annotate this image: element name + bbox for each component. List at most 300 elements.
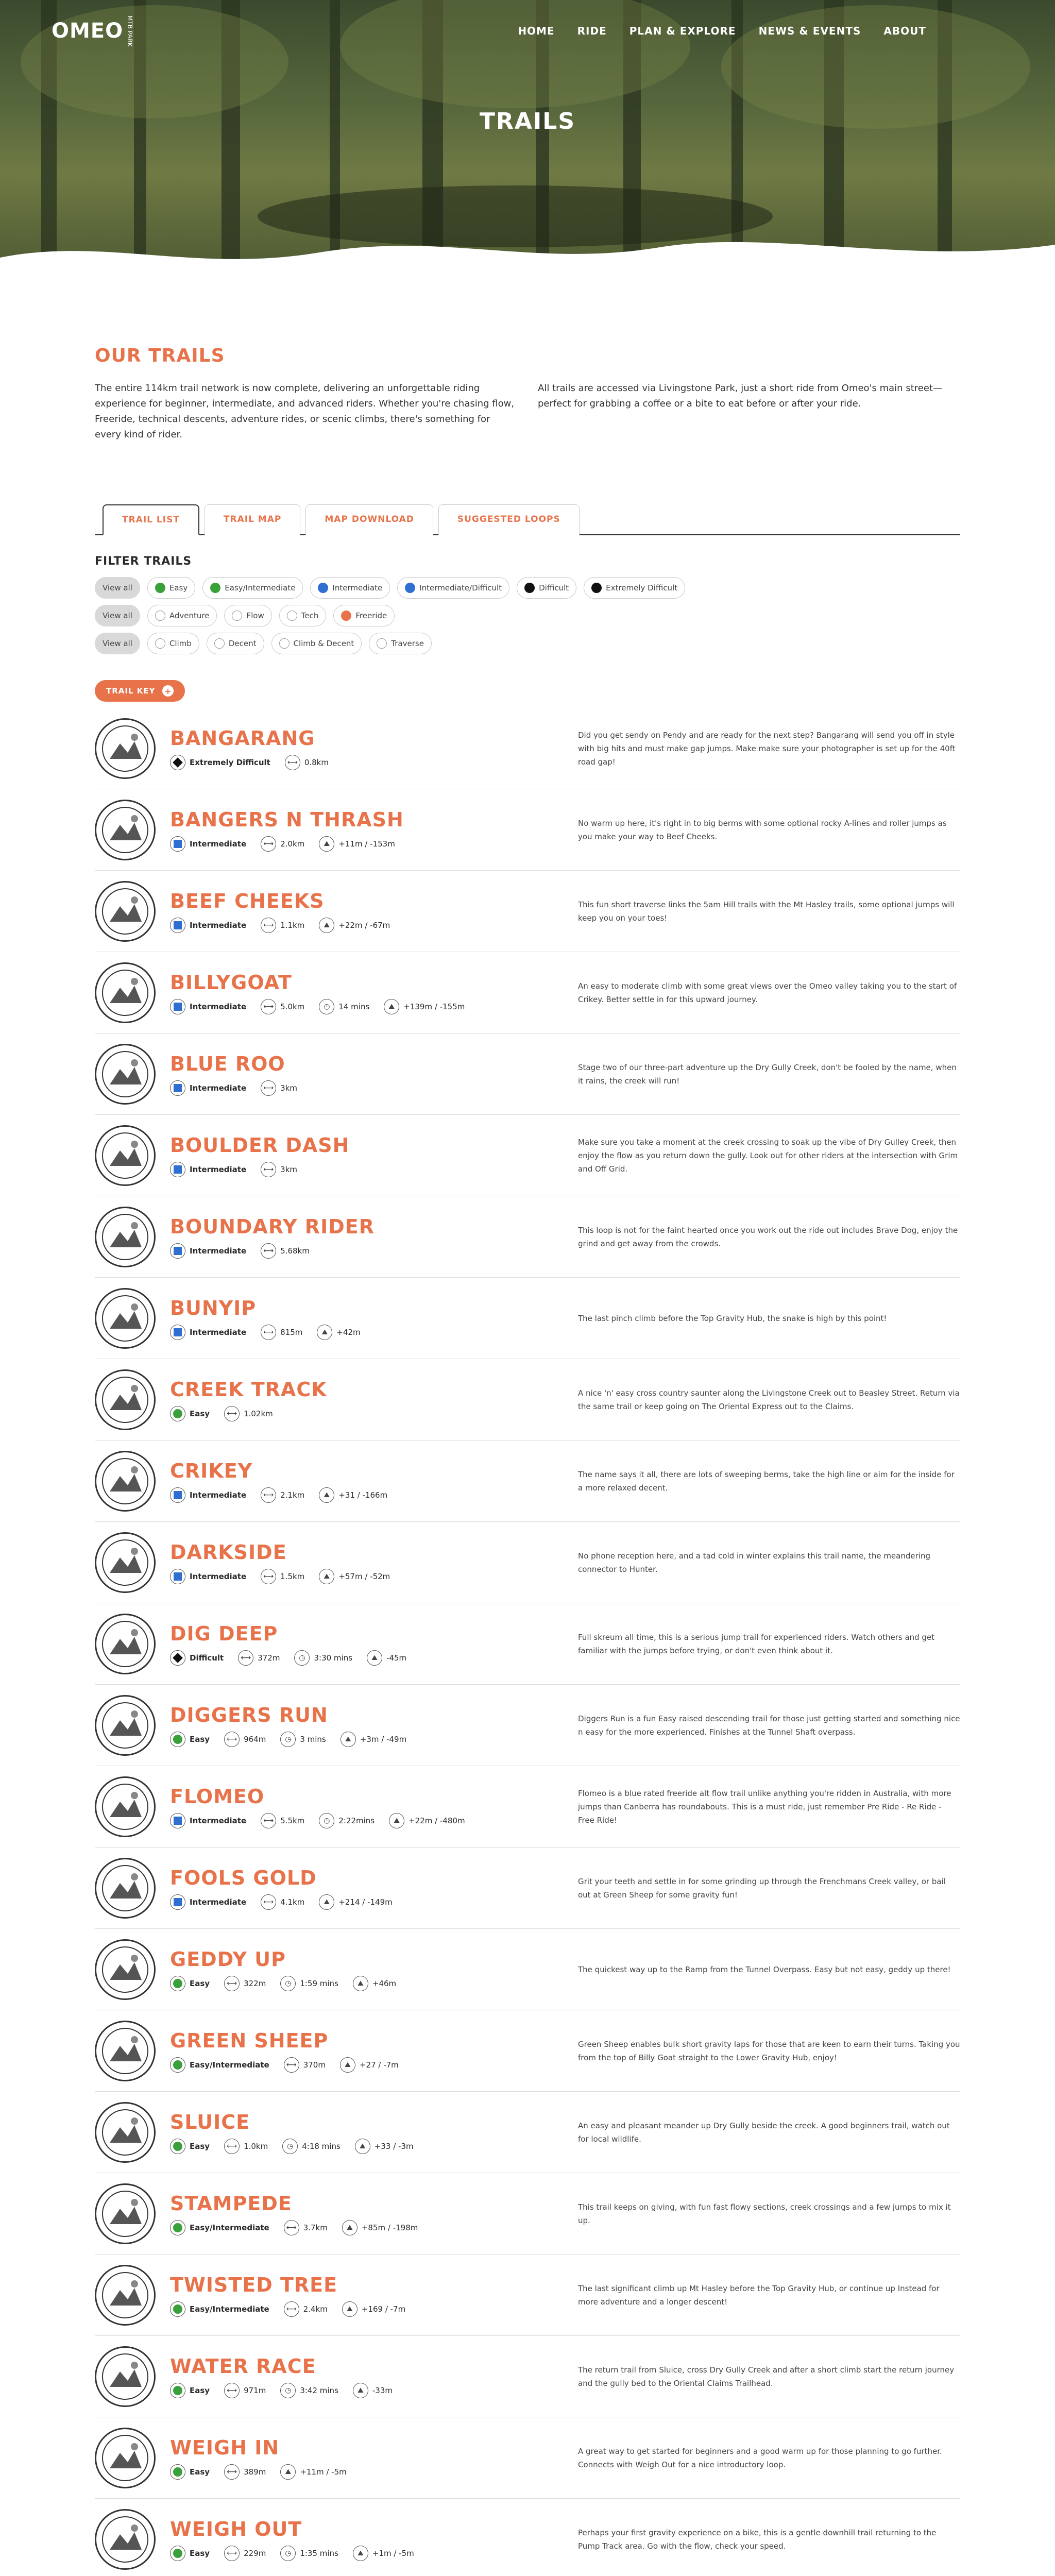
trail-meta — [170, 2546, 557, 2561]
trail-row-water-race[interactable] — [95, 2336, 960, 2417]
trail-meta — [170, 2301, 557, 2317]
trail-row-bangers-n-thrash[interactable] — [95, 789, 960, 871]
diamond-grade-icon — [170, 1650, 185, 1666]
filter-chip-easy[interactable]: Easy — [147, 577, 195, 599]
trail-time: ◷ 3:30 mins — [294, 1650, 352, 1666]
square-grade-icon — [170, 1243, 185, 1259]
diamond-grade-icon — [170, 755, 185, 770]
trail-name[interactable]: GEDDY UP — [170, 1947, 286, 1971]
trail-length: ⟷ 1.5km — [261, 1569, 304, 1584]
square-grade-icon — [170, 1813, 185, 1828]
trail-grade: Intermediate — [170, 1325, 246, 1340]
nav-link-home[interactable]: HOME — [518, 25, 555, 37]
trail-row-weigh-out[interactable] — [95, 2499, 960, 2576]
ruler-icon: ⟷ — [224, 2464, 240, 2480]
circle-grade-icon — [170, 2301, 185, 2317]
circle-grade-icon — [170, 2383, 185, 2398]
trail-meta — [170, 2383, 557, 2398]
trail-row-boulder-dash[interactable] — [95, 1115, 960, 1196]
ruler-icon: ⟷ — [284, 2220, 299, 2235]
filter-chip-intermediate[interactable]: Intermediate — [310, 577, 390, 599]
trail-elev: ⛰ +11m / -5m — [280, 2464, 346, 2480]
elevation-icon: ⛰ — [319, 1894, 334, 1910]
sluice-trail-badge-icon — [95, 2102, 156, 2163]
elevation-icon: ⛰ — [353, 1976, 368, 1991]
trail-description: This fun short traverse links the 5am Hill trails with the Mt Hasley trails, some optional jumps will keep you on your toes! — [578, 900, 955, 923]
trail-row-darkside[interactable] — [95, 1522, 960, 1603]
trail-elev: ⛰ -33m — [353, 2383, 393, 2398]
trail-info — [156, 2029, 557, 2073]
trail-name[interactable]: DARKSIDE — [170, 1540, 287, 1564]
trail-key-label: TRAIL KEY — [106, 686, 156, 696]
ruler-icon: ⟷ — [238, 1650, 253, 1666]
trail-grade: Easy — [170, 1406, 210, 1421]
trail-row-sluice[interactable] — [95, 2092, 960, 2173]
trail-name[interactable]: STAMPEDE — [170, 2192, 292, 2215]
hero-wave-divider — [0, 216, 1055, 289]
trail-length: ⟷ 229m — [224, 2546, 266, 2561]
square-grade-icon — [170, 1162, 185, 1177]
elevation-icon: ⛰ — [319, 1487, 334, 1503]
nav-link-ride[interactable]: RIDE — [577, 25, 607, 37]
square-grade-icon — [170, 1325, 185, 1340]
filter-chip-view-all[interactable]: View all — [95, 633, 140, 654]
crikey-trail-badge-icon — [95, 1451, 156, 1512]
trail-grade: Intermediate — [170, 1894, 246, 1910]
trail-length: ⟷ 5.0km — [261, 999, 304, 1014]
trail-description: Make sure you take a moment at the creek crossing to soak up the vibe of Dry Gulley Creek, then enjoy the flow as you return down the gully. Look out for other riders at the intersection with Grim and Off Grid. — [578, 1137, 958, 1174]
trail-info — [156, 1297, 557, 1340]
trail-grade: Easy/Intermediate — [170, 2057, 269, 2073]
trail-name[interactable]: DIGGERS RUN — [170, 1703, 328, 1726]
trail-meta — [170, 1080, 557, 1096]
trail-elev: ⛰ +46m — [353, 1976, 396, 1991]
trail-length: ⟷ 971m — [224, 2383, 266, 2398]
trail-description: The last significant climb up Mt Hasley before the Top Gravity Hub, or continue up Instead for more adventure and a longer descent! — [578, 2283, 940, 2307]
trail-grade: Difficult — [170, 1650, 224, 1666]
elevation-icon: ⛰ — [389, 1813, 404, 1828]
creek-track-trail-badge-icon — [95, 1369, 156, 1430]
fools-gold-trail-badge-icon — [95, 1858, 156, 1919]
trail-description: A great way to get started for beginners and a good warm up for those planning to go further. Connects with Weigh Out for a nice introductory loop. — [578, 2446, 942, 2469]
trail-name[interactable]: WEIGH IN — [170, 2436, 280, 2459]
trail-length: ⟷ 322m — [224, 1976, 266, 1991]
trail-grade: Intermediate — [170, 918, 246, 933]
square-grade-icon — [170, 836, 185, 852]
darkside-trail-badge-icon — [95, 1532, 156, 1593]
filter-chip-intermediate-difficult[interactable]: Intermediate/Difficult — [397, 577, 509, 599]
trail-row-bangarang[interactable] — [95, 708, 960, 789]
filter-chip-climb[interactable]: Climb — [147, 633, 199, 654]
trail-length: ⟷ 389m — [224, 2464, 266, 2480]
ruler-icon: ⟷ — [224, 1976, 240, 1991]
trail-meta — [170, 1650, 557, 1666]
clock-icon: ◷ — [319, 999, 334, 1014]
trail-description: The name says it all, there are lots of sweeping berms, take the high line or aim for the inside for a more relaxed decent. — [578, 1469, 955, 1493]
ruler-icon: ⟷ — [261, 999, 276, 1014]
filter-chip-extremely-difficult[interactable]: Extremely Difficult — [584, 577, 685, 599]
trail-time: ◷ 3:42 mins — [280, 2383, 338, 2398]
water-race-trail-badge-icon — [95, 2346, 156, 2407]
filter-icon-climb-decent — [279, 638, 290, 649]
filter-row-direction — [95, 633, 960, 654]
trail-row-boundary-rider[interactable] — [95, 1196, 960, 1278]
trail-description: Green Sheep enables bulk short gravity laps for those that are keen to earn their turns. Taking you from the top of Billy Goat straight to the Lower Gravity Hub, enjoy! — [578, 2039, 960, 2062]
filter-chip-view-all[interactable]: View all — [95, 577, 140, 599]
trail-name[interactable]: BEEF CHEEKS — [170, 889, 325, 912]
trail-row-beef-cheeks[interactable] — [95, 871, 960, 952]
ruler-icon: ⟷ — [284, 2301, 299, 2317]
ruler-icon: ⟷ — [285, 755, 300, 770]
trail-length: ⟷ 4.1km — [261, 1894, 304, 1910]
trail-list — [95, 708, 960, 2576]
trail-description: This loop is not for the faint hearted once you work out the ride out includes Brave Dog, enjoy the grind and get away from the crowds. — [578, 1225, 958, 1248]
trail-length: ⟷ 3.7km — [284, 2220, 328, 2235]
trail-meta — [170, 1487, 557, 1503]
trail-name[interactable]: FLOMEO — [170, 1785, 265, 1808]
trail-key-button[interactable] — [95, 680, 185, 702]
trail-elev: ⛰ +31 / -166m — [319, 1487, 387, 1503]
intro-text-left: The entire 114km trail network is now complete, delivering an unforgettable riding experience for beginner, intermediate, and advanced riders. Whether you're chasing flow, Freeride, technical descents, adventure rides, or scenic climbs, there's something for every kind of rider. — [95, 383, 515, 440]
circle-grade-icon — [170, 2546, 185, 2561]
trail-meta — [170, 2220, 557, 2235]
trail-length: ⟷ 2.0km — [261, 836, 304, 852]
trail-time: ◷ 1:35 mins — [280, 2546, 338, 2561]
elevation-icon: ⛰ — [319, 1569, 334, 1584]
clock-icon: ◷ — [319, 1813, 334, 1828]
trail-description: Full skreum all time, this is a serious jump trail for experienced riders. Watch others and get familiar with the jumps before trying, or don't even think about it. — [578, 1632, 935, 1655]
circle-grade-icon — [170, 2464, 185, 2480]
ruler-icon: ⟷ — [261, 1894, 276, 1910]
trail-name[interactable]: GREEN SHEEP — [170, 2029, 329, 2052]
tab-trail-map[interactable]: TRAIL MAP — [205, 504, 300, 535]
trail-name[interactable]: DIG DEEP — [170, 1622, 278, 1645]
trail-length: ⟷ 3km — [261, 1080, 297, 1096]
trail-grade: Intermediate — [170, 1487, 246, 1503]
trail-name[interactable]: WATER RACE — [170, 2354, 316, 2378]
trail-info — [156, 808, 557, 852]
trail-description: Perhaps your first gravity experience on a bike, this is a gentle downhill trail returning to the Pump Track area. Go with the flow, check your speed. — [578, 2528, 937, 2551]
trail-elev: ⛰ +3m / -49m — [341, 1732, 406, 1747]
trail-description: The quickest way up to the Ramp from the Tunnel Overpass. Easy but not easy, geddy up there! — [578, 1964, 951, 1974]
filter-chip-freeride[interactable]: Freeride — [333, 605, 395, 626]
filter-icon-intermediate-difficult — [405, 583, 415, 593]
trail-length: ⟷ 1.02km — [224, 1406, 273, 1421]
trail-length: ⟷ 3km — [261, 1162, 297, 1177]
intro-section — [95, 289, 960, 2576]
elevation-icon: ⛰ — [341, 1732, 356, 1747]
trail-grade: Intermediate — [170, 1813, 246, 1828]
filter-icon-decent — [214, 638, 225, 649]
trail-info — [156, 2436, 557, 2480]
page-title: TRAILS — [479, 108, 576, 134]
circle-grade-icon — [170, 1406, 185, 1421]
trail-length: ⟷ 2.1km — [261, 1487, 304, 1503]
trail-description: Flomeo is a blue rated freeride alt flow trail unlike anything you're ridden in Australia, with more jumps than Canberra has roundabouts. This is a must ride, just remember Pre Ride - Re Ride - Free Ride! — [578, 1788, 951, 1825]
trail-info — [156, 1704, 557, 1747]
trail-info — [156, 890, 557, 933]
filter-chip-view-all[interactable]: View all — [95, 605, 140, 626]
filter-chip-flow[interactable]: Flow — [224, 605, 271, 626]
trail-grade: Easy — [170, 1732, 210, 1747]
trail-length: ⟷ 1.1km — [261, 918, 304, 933]
bangarang-trail-badge-icon — [95, 718, 156, 779]
trail-row-billygoat[interactable] — [95, 952, 960, 1033]
trail-info — [156, 1948, 557, 1991]
trail-name[interactable]: BILLYGOAT — [170, 971, 292, 994]
trail-row-blue-roo[interactable] — [95, 1033, 960, 1115]
ruler-icon: ⟷ — [284, 2057, 299, 2073]
filter-icon-easy-intermediate — [210, 583, 220, 593]
trail-length: ⟷ 815m — [261, 1325, 302, 1340]
square-grade-icon — [170, 1569, 185, 1584]
trail-description: The return trail from Sluice, cross Dry Gully Creek and after a short climb start the return journey and the gully bed to the Oriental Claims Trailhead. — [578, 2365, 955, 2388]
filter-icon-intermediate — [318, 583, 328, 593]
ruler-icon: ⟷ — [261, 1569, 276, 1584]
weigh-out-trail-badge-icon — [95, 2509, 156, 2570]
trail-info — [156, 1867, 557, 1910]
trail-info — [156, 1053, 557, 1096]
filter-icon-flow — [232, 611, 242, 621]
trail-elev: ⛰ -45m — [367, 1650, 406, 1666]
circle-grade-icon — [170, 1976, 185, 1991]
ruler-icon: ⟷ — [224, 2546, 240, 2561]
tab-suggested-loops[interactable]: SUGGESTED LOOPS — [438, 504, 580, 535]
filter-panel — [95, 555, 960, 702]
trail-row-stampede[interactable] — [95, 2173, 960, 2255]
trail-meta — [170, 1813, 557, 1828]
nav-link-plan-explore[interactable]: PLAN & EXPLORE — [629, 25, 736, 37]
trail-description: Grit your teeth and settle in for some grinding up through the Frenchmans Creek valley, or bail out at Green Sheep for some gravity fun! — [578, 1876, 946, 1900]
boundary-rider-trail-badge-icon — [95, 1207, 156, 1267]
trail-length: ⟷ 1.0km — [224, 2139, 268, 2154]
trail-meta — [170, 1976, 557, 1991]
circle-grade-icon — [170, 2057, 185, 2073]
elevation-icon: ⛰ — [280, 2464, 296, 2480]
filter-chip-adventure[interactable]: Adventure — [147, 605, 217, 626]
intro-columns — [95, 381, 960, 443]
filter-title: FILTER TRAILS — [95, 555, 192, 568]
ruler-icon: ⟷ — [261, 836, 276, 852]
trail-info — [156, 1134, 557, 1177]
trail-row-diggers-run[interactable] — [95, 1685, 960, 1766]
trail-elev: ⛰ +11m / -153m — [319, 836, 395, 852]
stampede-trail-badge-icon — [95, 2183, 156, 2244]
trail-info — [156, 1460, 557, 1503]
square-grade-icon — [170, 999, 185, 1014]
trail-row-crikey[interactable] — [95, 1440, 960, 1522]
trail-meta — [170, 755, 557, 770]
filter-chip-decent[interactable]: Decent — [207, 633, 264, 654]
trail-row-creek-track[interactable] — [95, 1359, 960, 1440]
trail-grade: Intermediate — [170, 1243, 246, 1259]
clock-icon: ◷ — [280, 1732, 296, 1747]
trail-name[interactable]: BANGARANG — [170, 726, 315, 750]
ruler-icon: ⟷ — [224, 2383, 240, 2398]
trail-description: Diggers Run is a fun Easy raised descending trail for those just getting started and something nice n easy for the more experienced. Finishes at the Tunnel Shaft overpass. — [578, 1714, 960, 1737]
trail-grade: Easy — [170, 2139, 210, 2154]
trail-row-green-sheep[interactable] — [95, 2010, 960, 2092]
elevation-icon: ⛰ — [319, 836, 334, 852]
filter-icon-extremely-difficult — [591, 583, 602, 593]
filter-chip-easy-intermediate[interactable]: Easy/Intermediate — [202, 577, 303, 599]
trail-grade: Easy — [170, 1976, 210, 1991]
trail-name[interactable]: FOOLS GOLD — [170, 1866, 317, 1889]
trail-grade: Intermediate — [170, 836, 246, 852]
square-grade-icon — [170, 1080, 185, 1096]
nav-links — [518, 25, 926, 37]
trail-row-weigh-in[interactable] — [95, 2417, 960, 2499]
filter-icon-difficult — [524, 583, 535, 593]
clock-icon: ◷ — [280, 1976, 296, 1991]
trail-meta — [170, 1325, 557, 1340]
trail-grade: Extremely Difficult — [170, 755, 270, 770]
trail-row-fools-gold[interactable] — [95, 1848, 960, 1929]
weigh-in-trail-badge-icon — [95, 2428, 156, 2488]
elevation-icon: ⛰ — [317, 1325, 332, 1340]
logo-text: OMEO — [52, 19, 124, 43]
trail-length: ⟷ 372m — [238, 1650, 280, 1666]
tab-trail-list[interactable]: TRAIL LIST — [103, 504, 199, 535]
filter-icon-traverse — [377, 638, 387, 649]
trail-info — [156, 1541, 557, 1584]
bangers-n-thrash-trail-badge-icon — [95, 800, 156, 860]
trail-info — [156, 1785, 557, 1828]
filter-icon-adventure — [155, 611, 165, 621]
intro-text-right: All trails are accessed via Livingstone Park, just a short ride from Omeo's main street—perfect for grabbing a coffee or a bite to eat before or after your ride. — [538, 383, 942, 409]
trail-row-flomeo[interactable] — [95, 1766, 960, 1848]
elevation-icon: ⛰ — [340, 2057, 355, 2073]
trail-row-bunyip[interactable] — [95, 1278, 960, 1359]
trail-description: A nice 'n' easy cross country saunter along the Livingstone Creek out to Beasley Street. Return via the same trail or keep going on The Oriental Express out to the Claims. — [578, 1388, 960, 1411]
trail-description: This trail keeps on giving, with fun fast flowy sections, creek crossings and a few jumps to mix it up. — [578, 2202, 951, 2225]
ruler-icon: ⟷ — [224, 1732, 240, 1747]
trail-grade: Easy — [170, 2464, 210, 2480]
trail-name[interactable]: BLUE ROO — [170, 1052, 285, 1075]
trail-row-twisted-tree[interactable] — [95, 2255, 960, 2336]
trail-grade: Easy/Intermediate — [170, 2301, 269, 2317]
circle-grade-icon — [170, 2139, 185, 2154]
nav-link-news-events[interactable]: NEWS & EVENTS — [758, 25, 861, 37]
elevation-icon: ⛰ — [342, 2220, 358, 2235]
trail-elev: ⛰ +169 / -7m — [342, 2301, 405, 2317]
elevation-icon: ⛰ — [342, 2301, 358, 2317]
clock-icon: ◷ — [280, 2546, 296, 2561]
filter-chip-traverse[interactable]: Traverse — [369, 633, 432, 654]
filter-rows — [95, 577, 960, 654]
trail-meta — [170, 2057, 557, 2073]
plus-icon: + — [162, 685, 174, 697]
trail-grade: Easy/Intermediate — [170, 2220, 269, 2235]
trail-meta — [170, 918, 557, 933]
trail-info — [156, 727, 557, 770]
circle-grade-icon — [170, 2220, 185, 2235]
trail-grade: Easy — [170, 2546, 210, 2561]
trail-time: ◷ 4:18 mins — [282, 2139, 341, 2154]
ruler-icon: ⟷ — [261, 1162, 276, 1177]
trail-meta — [170, 836, 557, 852]
trail-name[interactable]: TWISTED TREE — [170, 2273, 338, 2296]
square-grade-icon — [170, 918, 185, 933]
trail-description: No warm up here, it's right in to big berms with some optional rocky A-lines and roller jumps as you make your way to Beef Cheeks. — [578, 818, 947, 841]
ruler-icon: ⟷ — [224, 1406, 240, 1421]
filter-icon-tech — [287, 611, 297, 621]
trail-length: ⟷ 370m — [284, 2057, 326, 2073]
trail-meta — [170, 1162, 557, 1177]
trail-row-geddy-up[interactable] — [95, 1929, 960, 2010]
trail-meta — [170, 1569, 557, 1584]
diggers-run-trail-badge-icon — [95, 1695, 156, 1756]
trail-elev: ⛰ +1m / -5m — [353, 2546, 414, 2561]
logo-subtext: MTB PARK — [126, 15, 134, 47]
trail-row-dig-deep[interactable] — [95, 1603, 960, 1685]
main-nav — [0, 0, 1055, 62]
filter-icon-easy — [155, 583, 165, 593]
trail-meta — [170, 1406, 557, 1421]
trail-info — [156, 2274, 557, 2317]
trail-length: ⟷ 5.5km — [261, 1813, 304, 1828]
trail-description: No phone reception here, and a tad cold in winter explains this trail name, the meandering connector to Hunter. — [578, 1551, 930, 1574]
trail-time: ◷ 1:59 mins — [280, 1976, 338, 1991]
trail-name[interactable]: SLUICE — [170, 2110, 250, 2133]
trail-elev: ⛰ +85m / -198m — [342, 2220, 418, 2235]
square-grade-icon — [170, 1894, 185, 1910]
filter-row-grade — [95, 577, 960, 599]
geddy-up-trail-badge-icon — [95, 1939, 156, 2000]
bunyip-trail-badge-icon — [95, 1288, 156, 1349]
nav-link-about[interactable]: ABOUT — [883, 25, 926, 37]
tab-map-download[interactable]: MAP DOWNLOAD — [305, 504, 433, 535]
trail-description: Did you get sendy on Pendy and are ready for the next step? Bangarang will send you off in style with big hits and must make gap jumps. Make make sure your photographer is set up for the 40ft road gap! — [578, 730, 956, 767]
flomeo-trail-badge-icon — [95, 1776, 156, 1837]
trail-name[interactable]: CREEK TRACK — [170, 1378, 327, 1401]
trail-elev: ⛰ +139m / -155m — [384, 999, 465, 1014]
site-logo[interactable] — [52, 15, 141, 47]
hero — [0, 0, 1055, 289]
square-grade-icon — [170, 1487, 185, 1503]
clock-icon: ◷ — [280, 2383, 296, 2398]
green-sheep-trail-badge-icon — [95, 2021, 156, 2081]
elevation-icon: ⛰ — [367, 1650, 382, 1666]
dig-deep-trail-badge-icon — [95, 1614, 156, 1674]
filter-icon-climb — [155, 638, 165, 649]
trail-info — [156, 2111, 557, 2154]
trail-description: An easy to moderate climb with some great views over the Omeo valley taking you to the start of Crikey. Better settle in for this upward journey. — [578, 981, 957, 1004]
trail-description: Stage two of our three-part adventure up the Dry Gully Creek, don't be fooled by the name, when it rains, the creek will run! — [578, 1062, 957, 1086]
elevation-icon: ⛰ — [319, 918, 334, 933]
trail-name[interactable]: BUNYIP — [170, 1296, 257, 1319]
trail-name[interactable]: BOUNDARY RIDER — [170, 1215, 375, 1238]
ruler-icon: ⟷ — [261, 918, 276, 933]
trail-name[interactable]: BOULDER DASH — [170, 1133, 350, 1157]
trail-length: ⟷ 0.8km — [285, 755, 329, 770]
filter-chip-difficult[interactable]: Difficult — [517, 577, 576, 599]
ruler-icon: ⟷ — [261, 1325, 276, 1340]
filter-chip-climb-decent[interactable]: Climb & Decent — [271, 633, 362, 654]
intro-title: OUR TRAILS — [95, 345, 225, 366]
trail-name[interactable]: BANGERS N THRASH — [170, 808, 404, 831]
filter-icon-freeride — [341, 611, 351, 621]
trail-length: ⟷ 964m — [224, 1732, 266, 1747]
ruler-icon: ⟷ — [261, 1487, 276, 1503]
trail-description: An easy and pleasant meander up Dry Gully beside the creek. A good beginners trail, watch out for local wildlife. — [578, 2121, 950, 2144]
trail-name[interactable]: CRIKEY — [170, 1459, 253, 1482]
filter-chip-tech[interactable]: Tech — [279, 605, 327, 626]
trail-name[interactable]: WEIGH OUT — [170, 2517, 302, 2540]
twisted-tree-trail-badge-icon — [95, 2265, 156, 2326]
elevation-icon: ⛰ — [353, 2546, 368, 2561]
ruler-icon: ⟷ — [261, 1813, 276, 1828]
